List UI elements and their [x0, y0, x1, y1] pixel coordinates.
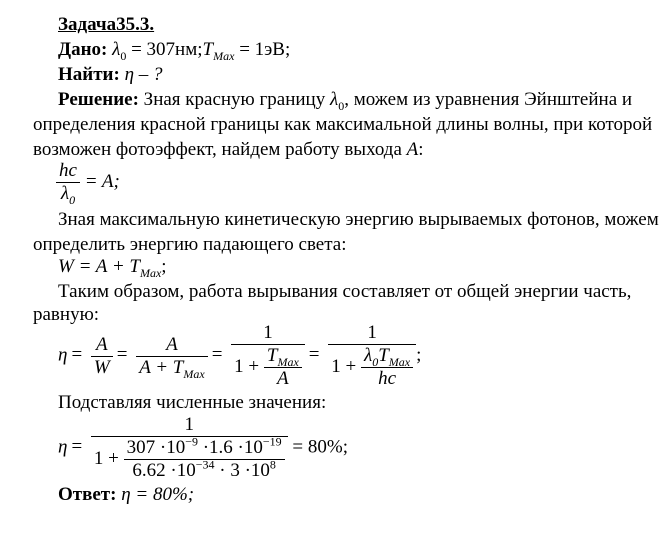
given-line: Дано: $\lambda_0$ = $307нм;T_{Max} = 1эВ$; — [58, 39, 291, 63]
find-label: Найти: — [58, 64, 120, 85]
fraction-one-over-one-plus-lambda-t-hc: 1 1 + $\frac{\lambda_0T_{Max}}{hc}$ — [328, 322, 416, 390]
solution-line-2: определения красной границы как максимальной длины волны, при которой — [33, 114, 653, 135]
paragraph2-line-2: определить энергию падающего света: — [33, 234, 347, 255]
inner-fraction-numeric: $\frac{307 \cdot 10^{-9} \cdot 1.6 \cdot 10^{-19}}{6.62 \cdot 10^{-34} \cdot 3 \cdot 10^8}$ — [124, 437, 285, 482]
solution-line-3: возможен фотоэффект, найдем работу выхода A: — [33, 139, 424, 160]
paragraph4: Подставляя численные значения: — [58, 392, 327, 413]
fraction-a-a-plus-t: $\frac{A}{A + T_{Max}}$ — [136, 334, 207, 379]
equation-work-function: $\frac{hc}{\lambda_0}$ = A; — [56, 160, 120, 205]
problem-title: Задача35.3. — [58, 14, 155, 35]
paragraph3-line-1: Таким образом, работа вырывания составляет от общей энергии часть, — [58, 281, 632, 302]
paragraph3-line-2: равную: — [33, 304, 100, 325]
equation-eta-numeric: η = 1 1 + $\frac{307 \cdot 10^{-9} \cdot 1.6 \cdot 10^{-19}}{6.62 \cdot 10^{-34} \cdot 3 \cdot 10^8}$ = 80%; — [58, 414, 348, 481]
inner-fraction-lambda-t-hc: $\frac{\lambda_0T_{Max}}{hc}$ — [361, 345, 413, 390]
fraction-hc-lambda: $\frac{hc}{\lambda_0}$ — [56, 160, 80, 205]
inner-fraction-t-a: $\frac{T_{Max}}{A}$ — [264, 345, 302, 390]
solution-label: Решение: — [58, 89, 139, 110]
find-line: Найти: η – ? — [58, 64, 163, 85]
answer-line: Ответ: η = 80%; — [58, 484, 195, 505]
answer-label: Ответ: — [58, 484, 117, 505]
paragraph2-line-1: Зная максимальную кинетическую энергию вырываемых фотонов, можем — [58, 209, 659, 230]
fraction-numeric: 1 1 + $\frac{307 \cdot 10^{-9} \cdot 1.6 \cdot 10^{-19}}{6.62 \cdot 10^{-34} \cdot 3 \cdot 10^8}$ — [91, 414, 288, 482]
given-label: Дано: — [58, 39, 108, 60]
fraction-one-over-one-plus-t-a: 1 1 + $\frac{T_{Max}}{A}$ — [231, 322, 305, 390]
equation-eta-derivation: η = $\frac{A}{W}$ = $\frac{A}{A + T_{Max}}$ = 1 1 + $\frac{T_{Max}}{A}$ = 1 1 + $\frac{\lambda_0T_{Max}}{hc}$ ; — [58, 322, 422, 389]
solution-line-1: Решение: Зная красную границу $\lambda_0$, можем из уравнения Эйнштейна и — [58, 89, 633, 113]
equation-energy: $W = A + T_{Max}$; — [58, 256, 167, 280]
fraction-a-w: $\frac{A}{W}$ — [91, 334, 113, 379]
